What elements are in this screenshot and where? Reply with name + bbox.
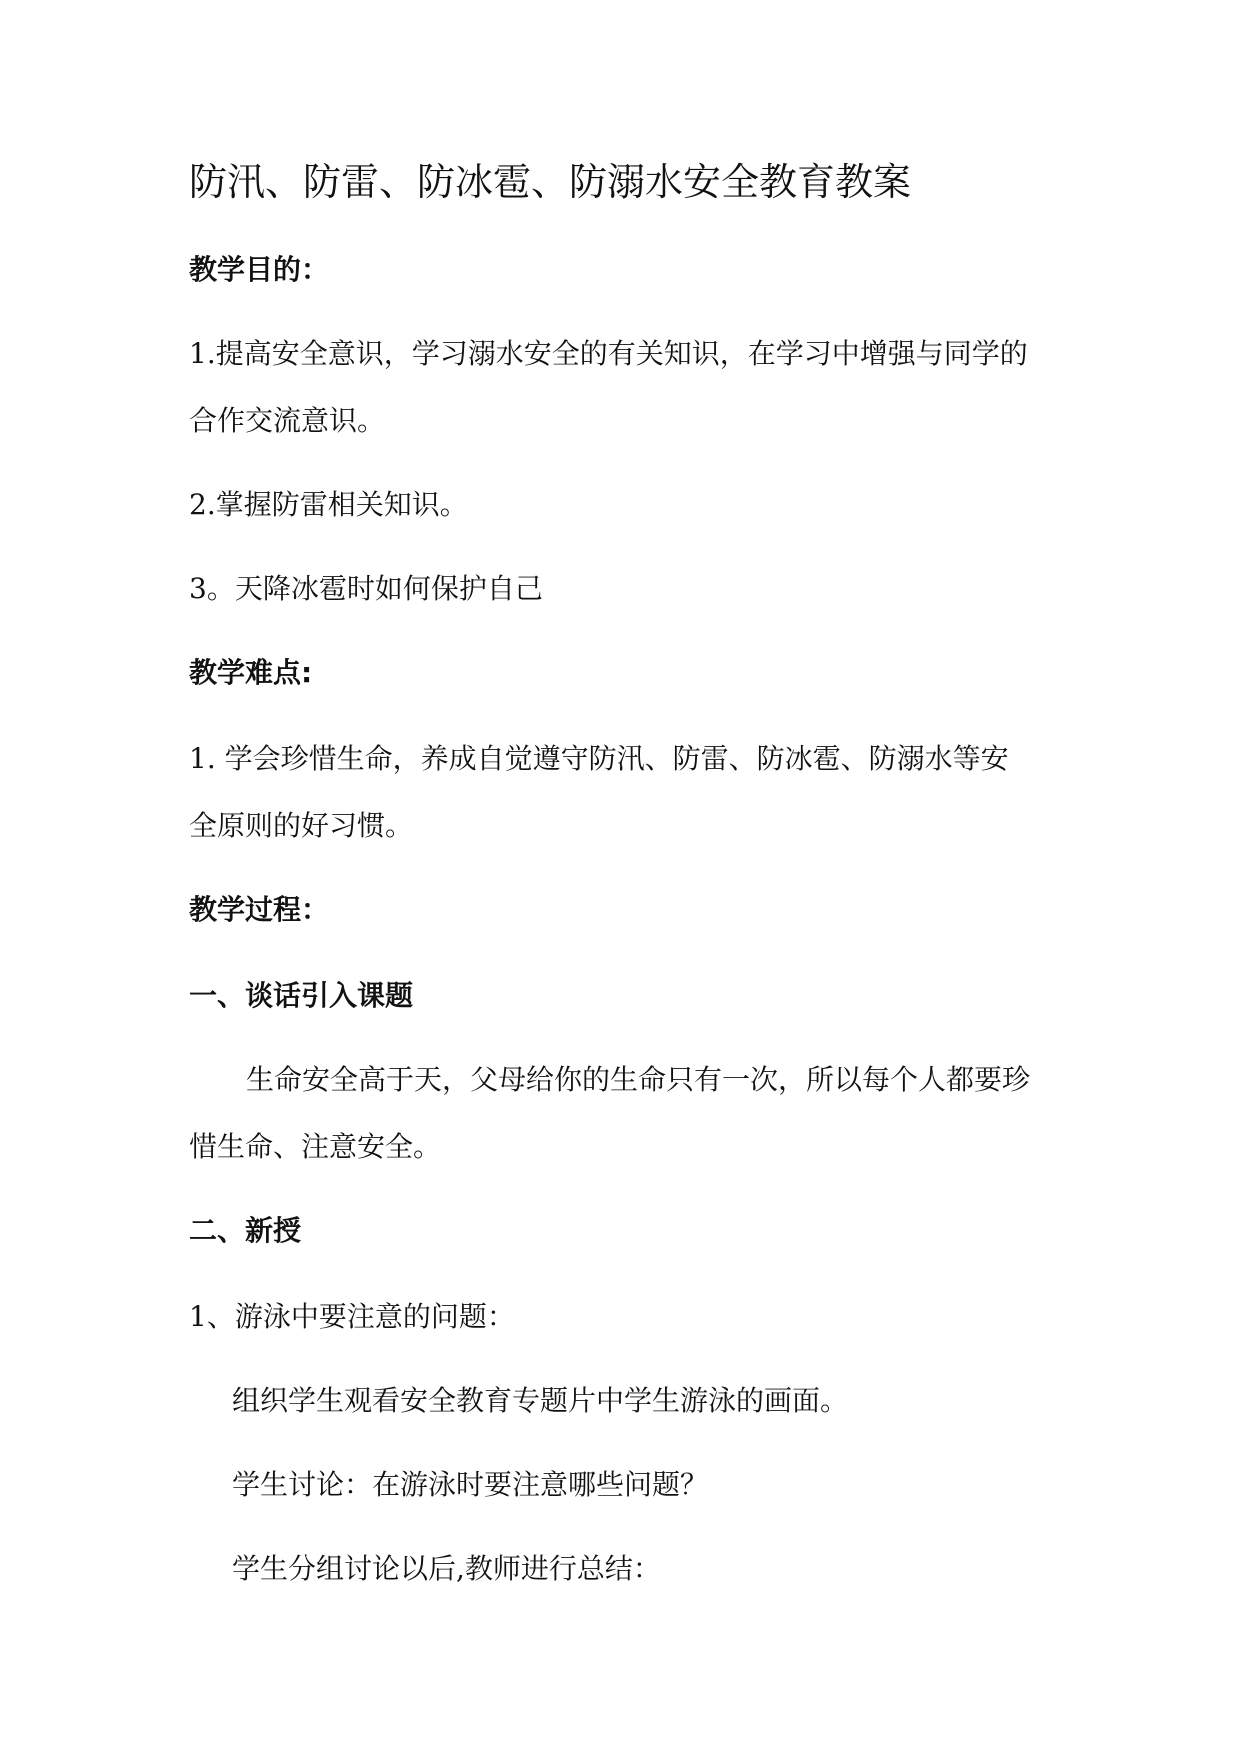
objective-2: 2.掌握防雷相关知识。 [189, 488, 468, 521]
document-title: 防汛、防雷、防冰雹、防溺水安全教育教案 [189, 160, 912, 204]
objectives-heading: 教学目的： [189, 253, 330, 286]
part-1-paragraph-line-1: 生命安全高于天，父母给你的生命只有一次，所以每个人都要珍 [246, 1063, 1031, 1096]
part-2-item-1: 1、游泳中要注意的问题： [189, 1300, 515, 1333]
part-1-paragraph-line-2: 惜生命、注意安全。 [189, 1130, 442, 1163]
objective-1-line-2: 合作交流意识。 [189, 404, 386, 437]
process-heading: 教学过程： [189, 893, 330, 926]
part-2-paragraph-1: 组织学生观看安全教育专题片中学生游泳的画面。 [232, 1384, 849, 1417]
part-2-paragraph-3: 学生分组讨论以后,教师进行总结： [232, 1552, 661, 1585]
part-1-heading: 一、谈话引入课题 [189, 979, 414, 1012]
objective-3: 3。天降冰雹时如何保护自己 [189, 572, 543, 605]
part-2-heading: 二、新授 [189, 1214, 302, 1247]
difficulty-1-line-2: 全原则的好习惯。 [189, 809, 414, 842]
objective-1-line-1: 1.提高安全意识，学习溺水安全的有关知识，在学习中增强与同学的 [189, 337, 1028, 370]
difficulty-heading: 教学难点: [189, 656, 313, 689]
part-2-paragraph-2: 学生讨论：在游泳时要注意哪些问题？ [232, 1468, 709, 1501]
difficulty-1-line-1: 1. 学会珍惜生命，养成自觉遵守防汛、防雷、防冰雹、防溺水等安 [189, 742, 1009, 775]
